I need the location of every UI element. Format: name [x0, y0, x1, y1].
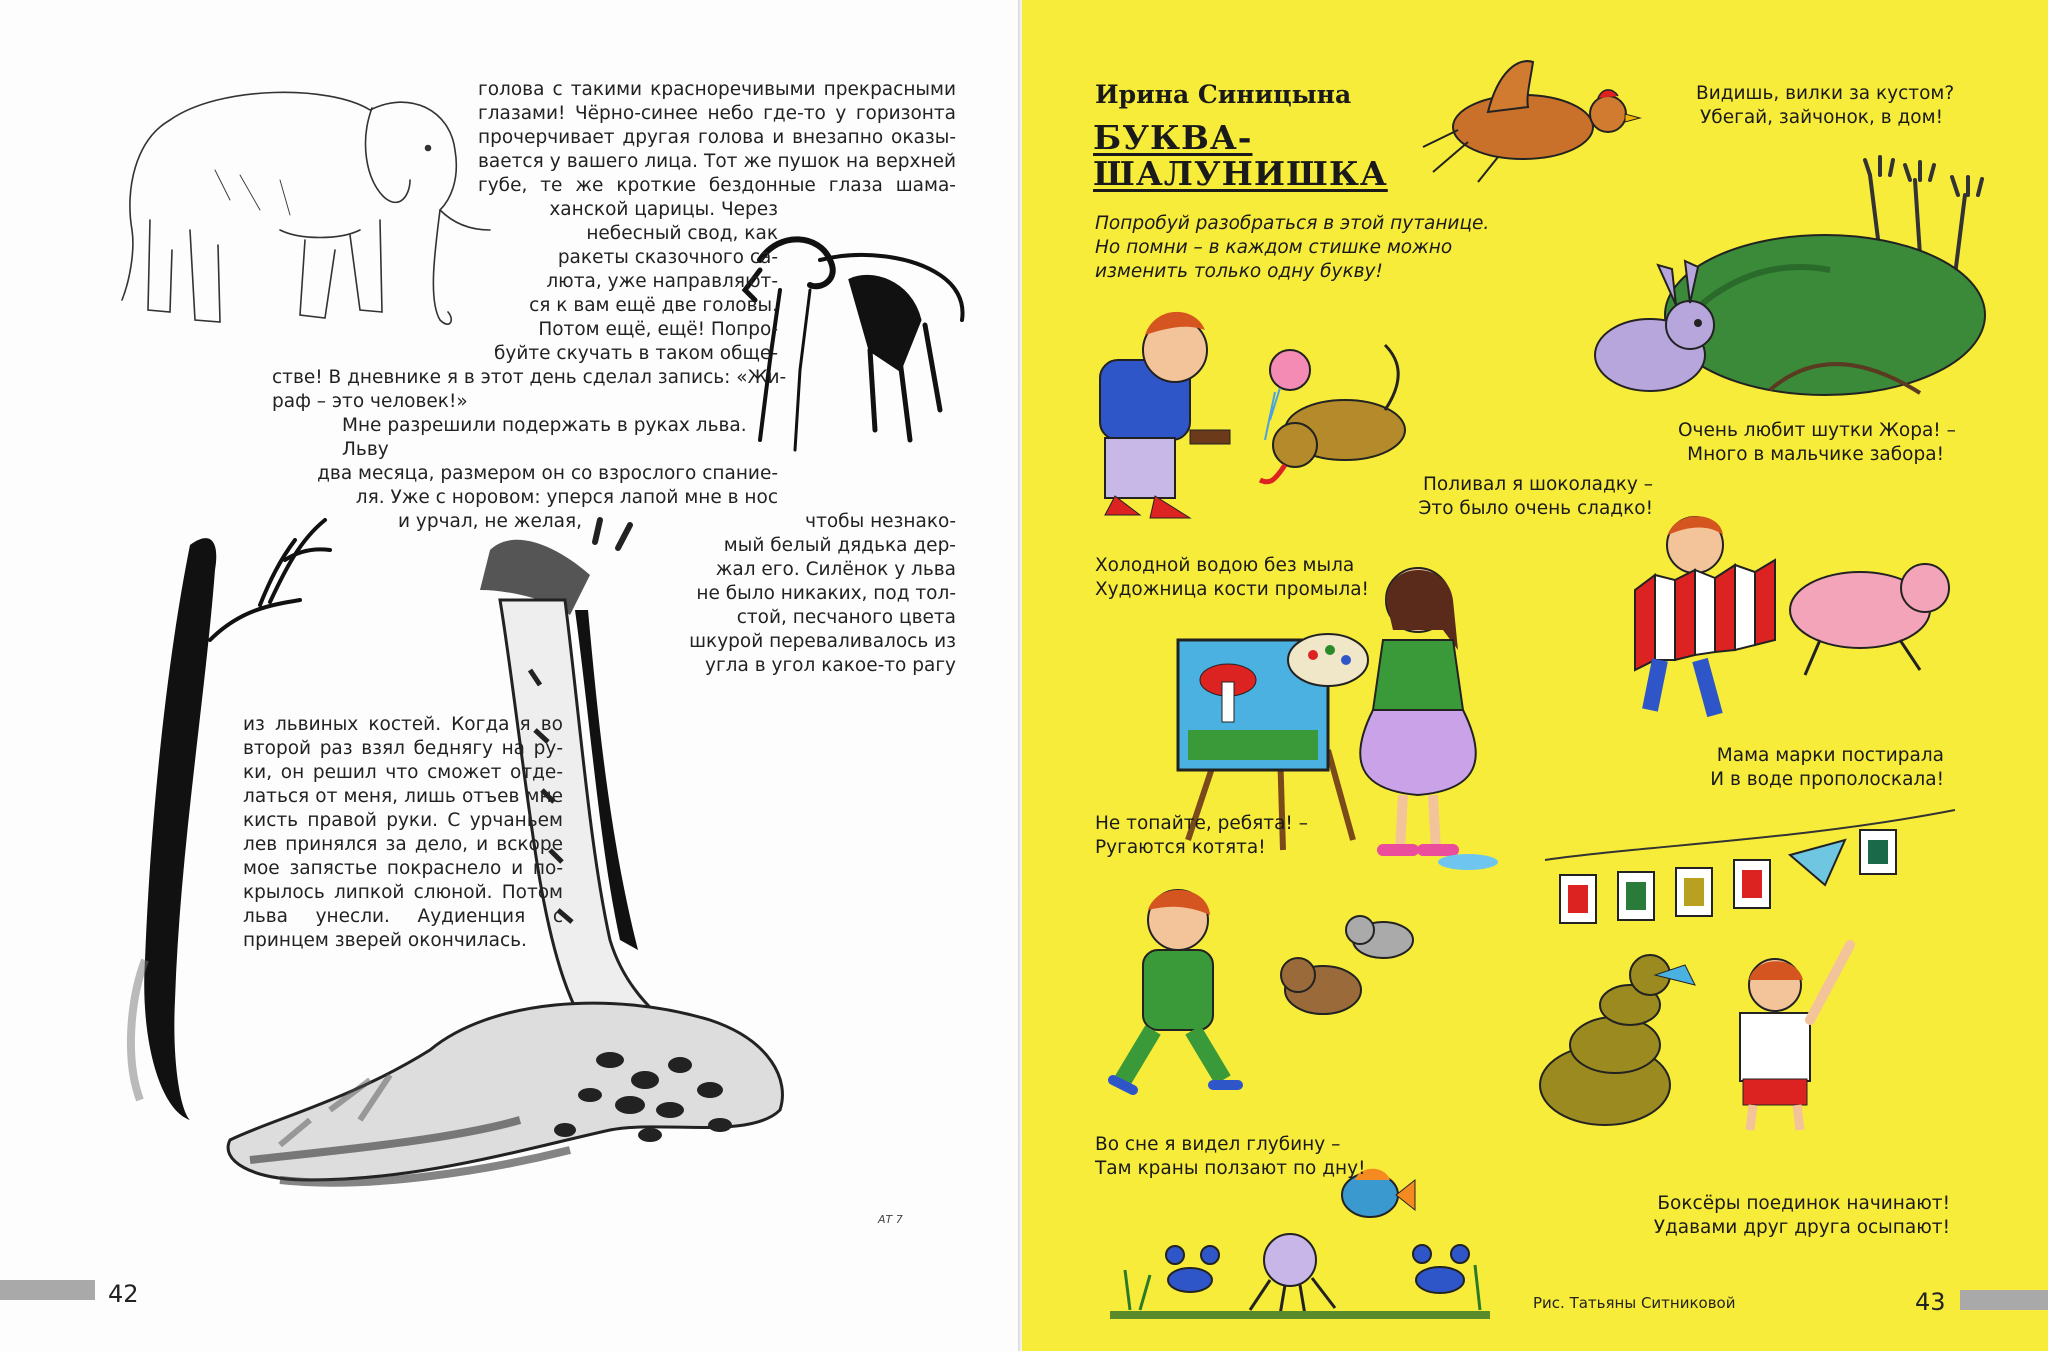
- verse-fence: [1678, 419, 1956, 467]
- text-line: вается у вашего лица. Тот же пушок на верхней: [478, 151, 956, 172]
- running-boy-cats: [1098, 880, 1438, 1100]
- verse-line: Это было очень сладко!: [1418, 498, 1653, 519]
- text-line: ля. Уже с норовом: уперся лапой мне в нос: [355, 487, 778, 508]
- page-number-bar: [0, 1280, 95, 1300]
- text-block-5: [243, 713, 563, 953]
- verse-boxers: [1620, 1192, 1950, 1240]
- artist-signature: АТ 7: [878, 1213, 903, 1226]
- boy-fence-pig: [1630, 510, 1970, 730]
- text-line: ханской царицы. Через: [549, 199, 778, 220]
- text-line: ки, он решил что сможет отде-: [243, 762, 563, 783]
- verse-line: Во сне я видел глубину –: [1095, 1134, 1341, 1155]
- illustrator-credit: Рис. Татьяны Ситниковой: [1533, 1294, 1736, 1312]
- intro-line: Попробуй разобраться в этой путанице.: [1095, 213, 1490, 234]
- forks-bush-rabbit: [1580, 165, 2000, 405]
- verse-line: И в воде прополоскала!: [1710, 769, 1944, 790]
- verse-line: Очень любит шутки Жора! –: [1678, 420, 1956, 441]
- elephant-sketch: [110, 80, 500, 340]
- verse-line: Боксёры поединок начинают!: [1657, 1193, 1950, 1214]
- verse-cranes: [1095, 1133, 1366, 1181]
- text-line: стве! В дневнике я в этот день сделал запись: «Жи-: [272, 367, 787, 388]
- verse-kittens: [1095, 812, 1308, 860]
- snake-crying-boy: [1535, 935, 1895, 1135]
- text-line: два месяца, размером он со взрослого спание-: [317, 463, 778, 484]
- text-block-2: [470, 198, 778, 366]
- text-block-1: [478, 78, 956, 198]
- text-line: небесный свод, как: [586, 223, 778, 244]
- text-line: кисть правой руки. С урчаньем: [243, 810, 563, 831]
- text-line: ракеты сказочного са-: [557, 247, 778, 268]
- verse-painter: [1095, 554, 1369, 602]
- text-line: второй раз взял беднягу на ру-: [243, 738, 563, 759]
- text-line: крылось липкой слюной. Потом: [243, 882, 563, 903]
- text-line: шкурой переваливалось из: [689, 631, 956, 652]
- boy-pouring-dog: [1095, 300, 1435, 530]
- text-line: Потом ещё, ещё! Попро-: [538, 319, 778, 340]
- verse-line: Художница кости промыла!: [1095, 579, 1369, 600]
- text-line: губе, те же кроткие бездонные глаза шама-: [478, 175, 956, 196]
- title-line: ШАЛУНИШКА: [1093, 154, 1388, 193]
- text-line: из львиных костей. Когда я во: [243, 714, 563, 735]
- poem-title: [1093, 120, 1388, 192]
- verse-line: Поливал я шоколадку –: [1423, 474, 1653, 495]
- verse-forks: [1696, 82, 1955, 130]
- stamps-clothesline: [1540, 800, 1960, 930]
- text-line: мый белый дядька дер-: [723, 535, 956, 556]
- page-number-right: 43: [1915, 1288, 1946, 1316]
- verse-line: Ругаются котята!: [1095, 837, 1266, 858]
- verse-line: Не топайте, ребята! –: [1095, 813, 1308, 834]
- text-line: жал его. Силёнок у льва: [715, 559, 956, 580]
- title-line: БУКВА-: [1093, 118, 1253, 157]
- text-line: угла в угол какое-то рагу: [705, 655, 956, 676]
- verse-line: Видишь, вилки за кустом?: [1696, 83, 1955, 104]
- text-line: лев принялся за дело, и вскоре: [243, 834, 563, 855]
- text-line: глазами! Чёрно-синее небо где-то у горизонта: [478, 103, 956, 124]
- intro-line: Но помни – в каждом стишке можно: [1095, 237, 1453, 258]
- text-line: люта, уже направляют-: [546, 271, 778, 292]
- text-line: не было никаких, под тол-: [696, 583, 956, 604]
- text-line: прочерчивает другая голова и внезапно оказы-: [478, 127, 956, 148]
- verse-line: Мама марки постирала: [1716, 745, 1944, 766]
- text-line: чтобы незнако-: [805, 511, 956, 532]
- text-line: ся к вам ещё две головы.: [529, 295, 778, 316]
- text-line: принцем зверей окончилась.: [243, 930, 527, 951]
- text-line: латься от меня, лишь отъев мне: [243, 786, 563, 807]
- text-line: буйте скучать в таком обще-: [494, 343, 778, 364]
- left-page: [0, 0, 1022, 1351]
- text-block-4: [660, 510, 956, 678]
- text-line: и урчал, не желая,: [397, 511, 582, 532]
- author-name: Ирина Синицына: [1095, 80, 1352, 109]
- text-line: мое запястье покраснело и по-: [243, 858, 563, 879]
- verse-line: Удавами друг друга осыпают!: [1653, 1217, 1950, 1238]
- underwater-fish-octopus: [1100, 1160, 1500, 1320]
- text-line: Мне разрешили подержать в руках льва. Льву: [342, 415, 747, 460]
- text-line: льва унесли. Аудиенция с: [243, 906, 563, 927]
- verse-line: Там краны ползают по дну!: [1095, 1158, 1366, 1179]
- intro-text: [1095, 212, 1489, 284]
- page-number-bar-right: [1960, 1290, 2048, 1310]
- text-block-3: [272, 366, 787, 534]
- verse-chocolate: [1413, 473, 1653, 521]
- text-line: раф – это человек!»: [272, 391, 468, 412]
- text-line: голова с такими красноречивыми прекрасными: [478, 79, 956, 100]
- verse-line: Убегай, зайчонок, в дом!: [1700, 107, 1943, 128]
- verse-stamps: [1700, 744, 1944, 792]
- intro-line: изменить только одну букву!: [1095, 261, 1383, 282]
- page-number: 42: [108, 1280, 139, 1308]
- verse-line: Холодной водою без мыла: [1095, 555, 1355, 576]
- verse-line: Много в мальчике забора!: [1687, 444, 1944, 465]
- text-line: стой, песчаного цвета: [736, 607, 956, 628]
